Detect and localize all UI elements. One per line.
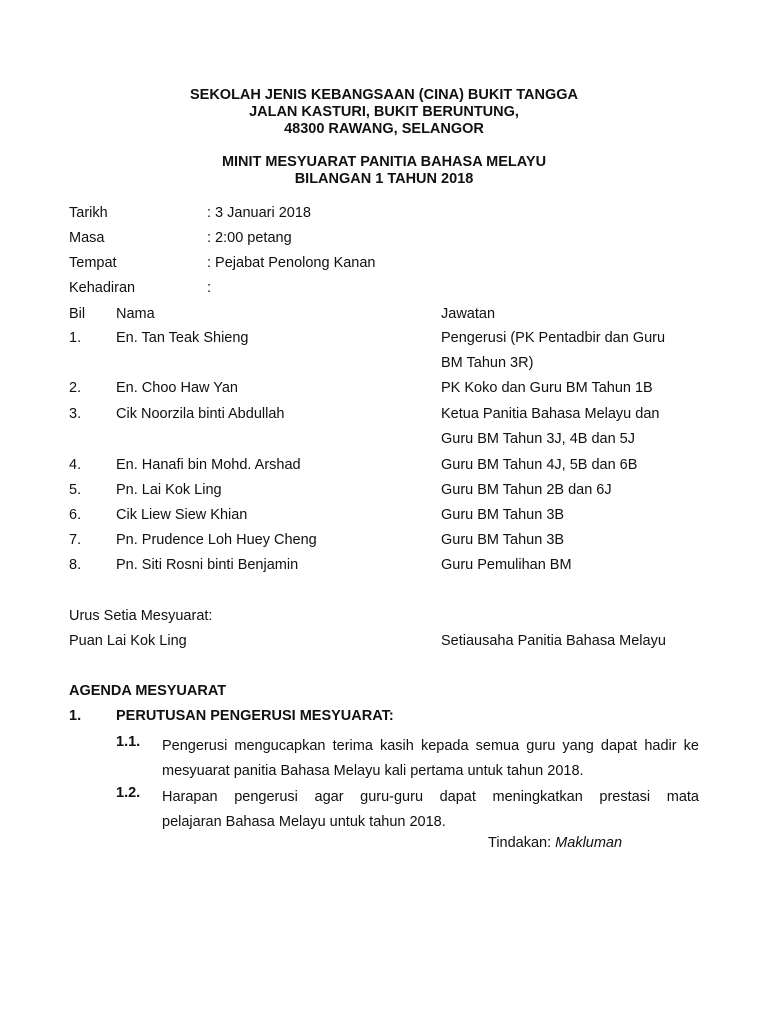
table-header-jawatan: Jawatan — [441, 306, 496, 322]
attendee-position: Guru BM Tahun 2B dan 6J — [441, 482, 612, 498]
info-label-attendance: Kehadiran — [69, 280, 136, 296]
attendee-position: Guru BM Tahun 3B — [441, 532, 565, 548]
info-value-venue: : Pejabat Penolong Kanan — [207, 255, 376, 271]
agenda-heading: AGENDA MESYUARAT — [69, 683, 227, 699]
school-address-line1: JALAN KASTURI, BUKIT BERUNTUNG, — [249, 104, 519, 120]
info-value-attendance: : — [207, 280, 212, 296]
attendee-name: Pn. Siti Rosni binti Benjamin — [116, 557, 299, 573]
attendee-name: En. Choo Haw Yan — [116, 380, 238, 396]
info-label-venue: Tempat — [69, 255, 117, 271]
document-subtitle: BILANGAN 1 TAHUN 2018 — [294, 171, 474, 187]
attendee-bil: 6. — [69, 507, 82, 523]
agenda-point-number: 1.2. — [116, 785, 141, 801]
attendee-position: Ketua Panitia Bahasa Melayu dan — [441, 406, 660, 422]
attendee-bil: 5. — [69, 482, 82, 498]
info-value-time: : 2:00 petang — [207, 230, 292, 246]
action-label: Tindakan: — [488, 835, 552, 851]
attendee-position: Guru Pemulihan BM — [441, 557, 572, 573]
agenda-point-line: Harapan pengerusi agar guru-guru dapat meningkatkan prestasi mata — [162, 789, 699, 805]
attendee-bil: 3. — [69, 406, 82, 422]
attendee-position: Pengerusi (PK Pentadbir dan Guru — [441, 330, 666, 346]
secretariat-label: Urus Setia Mesyuarat: — [69, 608, 213, 624]
agenda-point-line: pelajaran Bahasa Melayu untuk tahun 2018. — [162, 814, 446, 830]
attendee-position: Guru BM Tahun 4J, 5B dan 6B — [441, 457, 638, 473]
secretariat-role: Setiausaha Panitia Bahasa Melayu — [441, 633, 666, 649]
attendee-position: PK Koko dan Guru BM Tahun 1B — [441, 380, 653, 396]
attendee-position-cont: BM Tahun 3R) — [441, 355, 534, 371]
attendee-name: Pn. Lai Kok Ling — [116, 482, 222, 498]
action-note — [488, 835, 622, 851]
school-address-line2: 48300 RAWANG, SELANGOR — [284, 121, 484, 137]
document-title: MINIT MESYUARAT PANITIA BAHASA MELAYU — [221, 154, 547, 170]
attendee-bil: 7. — [69, 532, 82, 548]
attendee-bil: 4. — [69, 457, 82, 473]
info-value-date: : 3 Januari 2018 — [207, 205, 311, 221]
attendee-name: Pn. Prudence Loh Huey Cheng — [116, 532, 317, 548]
attendee-name: Cik Liew Siew Khian — [116, 507, 248, 523]
attendee-bil: 1. — [69, 330, 82, 346]
table-header-nama: Nama — [116, 306, 155, 322]
info-label-time: Masa — [69, 230, 105, 246]
attendee-name: En. Hanafi bin Mohd. Arshad — [116, 457, 301, 473]
agenda-point-number: 1.1. — [116, 734, 141, 750]
agenda-point-line: Pengerusi mengucapkan terima kasih kepada semua guru yang dapat hadir ke — [162, 738, 699, 754]
attendee-position-cont: Guru BM Tahun 3J, 4B dan 5J — [441, 431, 635, 447]
attendee-name: Cik Noorzila binti Abdullah — [116, 406, 285, 422]
attendee-name: En. Tan Teak Shieng — [116, 330, 249, 346]
table-header-bil: Bil — [69, 306, 86, 322]
attendee-position: Guru BM Tahun 3B — [441, 507, 565, 523]
agenda-point-line: mesyuarat panitia Bahasa Melayu kali pertama untuk tahun 2018. — [162, 763, 584, 779]
info-label-date: Tarikh — [69, 205, 108, 221]
agenda-item-title: PERUTUSAN PENGERUSI MESYUARAT: — [116, 708, 394, 724]
attendee-bil: 2. — [69, 380, 82, 396]
school-name: SEKOLAH JENIS KEBANGSAAN (CINA) BUKIT TANGGA — [189, 87, 579, 103]
attendee-bil: 8. — [69, 557, 82, 573]
secretariat-name: Puan Lai Kok Ling — [69, 633, 187, 649]
agenda-item-number: 1. — [69, 708, 82, 724]
action-value: Makluman — [555, 835, 623, 851]
